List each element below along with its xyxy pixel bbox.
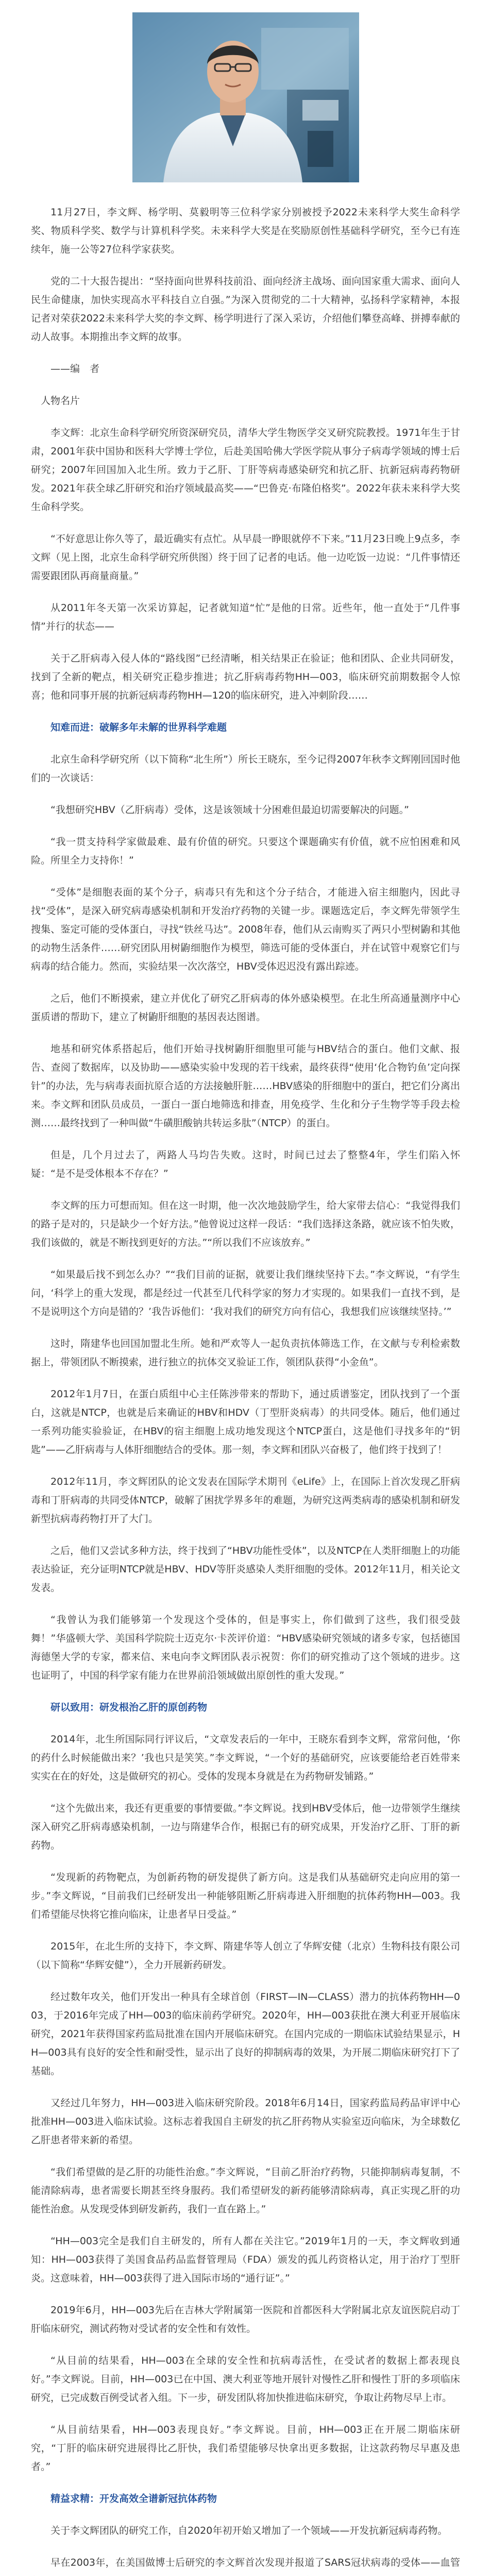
paragraph-31: “我们希望做的是乙肝的功能性治愈。”李文辉说，“目前乙肝治疗药物，只能抑制病毒复制，不能清除病毒，患者需要长期甚至终身服药。我们希望研发的新药能够清除病毒，真正实现乙肝的功能性治愈。从发现受体到研发新药，我们一直在路上。” [31, 2166, 460, 2215]
paragraph-27: “发现新的药物靶点，为创新药物的研发提供了新方向。这是我们从基础研究走向应用的第一步。”李文辉说，“目前我们已经研发出一种能够阻断乙肝病毒进入肝细胞的抗体药物HH—003。我们希望能尽快将它推向临床，让患者早日受益。” [31, 1872, 460, 1920]
paragraph-15: 地基和研究体系搭起后，他们开始寻找树鼩肝细胞里可能与HBV结合的蛋白。他们文献、报告、查阅了数据库，以及协助——感染实验中发现的若干线索，最终获得“使用‘化合物钓鱼’定向探针”的办法，先与病毒表面抗原合适的方法接触肝脏……HBV感染的肝细胞中的蛋白，把它们分离出来。李文辉和团队员成员，一蛋白一蛋白地筛选和排查，用免疫学、生化和分子生物学等手段去检测……最终找到了一种叫做“牛磺胆酸钠共转运多肽”（NTCP）的蛋白。 [31, 1043, 460, 1129]
profile-label: 人物名片 [41, 395, 80, 406]
paragraph-18: “如果最后找不到怎么办？”“我们目前的证据，就要让我们继续坚持下去。”李文辉说，“有学生问，‘科学上的重大发现，都是经过一代甚至几代科学家的努力才实现的。如果我们一直找不到，是不是说明这个方向是错的？’我告诉他们：‘我对我们的研究方向有信心，我想我们应该继续坚持。’” [31, 1269, 460, 1317]
paragraph-19: 这时，隋建华也回国加盟北生所。她和严欢等人一起负责抗体筛选工作，在文献与专利检索数据上，带领团队不断摸索，进行独立的抗体交叉验证工作，领团队获得“小金鱼”。 [31, 1338, 460, 1368]
paragraph-37: 关于李文辉团队的研究工作，自2020年初开始又增加了一个领域——开发抗新冠病毒药物。 [50, 2525, 448, 2536]
paragraph-13: “受体”是细胞表面的某个分子，病毒只有先和这个分子结合，才能进入宿主细胞内，因此寻找“受体”，是深入研究病毒感染机制和开发治疗药物的关键一步。课题选定后，李文辉先带领学生搜集、鉴定可能的受体蛋白，寻找“铁丝马达”。2008年春，他们从云南购买了两只小型树鼩和其他的动物生活条件……研究团队用树鼩细胞作为模型，筛选可能的受体蛋白，并在试管中观察它们与病毒的结合能力。然而，实验结果一次次落空，HBV受体迟迟没有露出踪迹。 [31, 887, 460, 972]
paragraph-10: 北京生命科学研究所（以下简称“北生所”）所长王晓东，至今记得2007年秋李文辉刚回国时他们的一次谈话： [31, 754, 460, 784]
editor-note: ——编 者 [50, 363, 100, 375]
paragraph-33: 2019年6月，HH—003先后在吉林大学附属第一医院和首都医科大学附属北京友谊医院启动丁肝临床研究，测试药物对受试者的安全性和有效性。 [31, 2304, 460, 2334]
paragraph-6: “不好意思让你久等了，最近确实有点忙。从早晨一睁眼就停不下来。”11月23日晚上9点多，李文辉（见上图，北京生命科学研究所供图）终于回了记者的电话。他一边吃饭一边说：“几件事情还需要跟团队再商量商量。” [31, 533, 460, 582]
paragraph-20: 2012年1月7日，在蛋白质组中心主任陈涉带来的帮助下，通过质谱鉴定，团队找到了一个蛋白，这就是NTCP，也就是后来确证的HBV和HDV（丁型肝炎病毒）的共同受体。随后，他们通过一系列功能实验验证，在HBV的宿主细胞上成功地发现这个NTCP蛋白，这是他们寻找多年的“钥匙”——乙肝病毒与人体肝细胞结合的受体。那一刻，李文辉和团队兴奋极了，他们终于找到了！ [31, 1388, 460, 1455]
paragraph-16: 但是，几个月过去了，两路人马均告失败。这时，时间已过去了整整4年，学生们陷入怀疑：“是不是受体根本不存在？” [31, 1149, 460, 1179]
paragraph-30: 又经过几年努力，HH—003进入临床研究阶段。2018年6月14日，国家药监局药品审评中心批准HH—003进入临床试验。这标志着我国自主研发的抗乙肝药物从实验室迈向临床，为全球数亿乙肝患者带来新的希望。 [31, 2097, 460, 2146]
paragraph-35: “从目前结果看，HH—003表现良好。”李文辉说。目前，HH—003正在开展二期临床研究，“丁肝的临床研究进展得比乙肝快，我们希望能够尽快拿出更多数据，让这款药物尽早惠及患者。” [31, 2424, 460, 2472]
paragraph-11: “我想研究HBV（乙肝病毒）受体，这是该领域十分困难但最迫切需要解决的问题。” [50, 804, 409, 816]
paragraph-23: “我曾认为我们能够第一个发现这个受体的，但是事实上，你们做到了这些，我们很受鼓舞！”华盛顿大学、美国科学院院士迈克尔·卡茨评价道：“HBV感染研究领域的诸多专家，包括德国海德堡大学的专家，都来信、来电向李文辉团队表示祝贺：你们的研究推动了这个领域的进步。这也证明了，中国的科学家有能力在世界前沿领域做出原创性的重大发现。” [31, 1614, 460, 1681]
paragraph-14: 之后，他们不断摸索，建立并优化了研究乙肝病毒的体外感染模型。在北生所高通量测序中心蛋质谱的帮助下，建立了树鼩肝细胞的基因表达图谱。 [31, 993, 460, 1023]
hero-photo [132, 12, 359, 182]
paragraph-29: 经过数年攻关，他们开发出一种具有全球首创（FIRST—IN—CLASS）潜力的抗体药物HH—003，于2016年完成了HH—003的临床前药学研究。2020年，HH—003获批在澳大利亚开展临床研究，2021年获得国家药监局批准在国内开展临床研究。在国内完成的一期临床试验结果显示，HH—003具有良好的安全性和耐受性，显示出了良好的抑制病毒的效果，为开展二期临床研究打下了基础。 [31, 1991, 460, 2077]
paragraph-22: 之后，他们又尝试多种方法，终于找到了“HBV功能性受体”，以及NTCP在人类肝细胞上的功能表达验证，充分证明NTCP就是HBV、HDV等肝炎感染人类肝细胞的受体。2012年11月，相关论文发表。 [31, 1545, 460, 1594]
profile-paragraph: 李文辉：北京生命科学研究所资深研究员，清华大学生物医学交叉研究院教授。1971年生于甘肃，2001年获中国协和医科大学博士学位，后赴美国哈佛大学医学院从事分子病毒学领域的博士后研究；2007年回国加入北生所。致力于乙肝、丁肝等病毒感染研究和抗乙肝、抗新冠病毒药物研发。2021年获全球乙肝研究和治疗领域最高奖——“巴鲁克·布隆伯格奖”。2022年获未来科学大奖生命科学奖。 [31, 427, 460, 513]
paragraph-21: 2012年11月，李文辉团队的论文发表在国际学术期刊《eLife》上，在国际上首次发现乙肝病毒和丁肝病毒的共同受体NTCP，破解了困扰学界多年的难题，为研究这两类病毒的感染机制和研发新型抗病毒药物打开了大门。 [31, 1476, 460, 1524]
paragraph-1: 11月27日，李文辉、杨学明、莫毅明等三位科学家分别被授予2022未来科学大奖生命科学奖、物质科学奖、数学与计算机科学奖。未来科学大奖是在奖励原创性基础科学研究，至今已有连续年，施一公等27位科学家获奖。 [31, 207, 460, 255]
paragraph-38: 早在2003年，在美国做博士后研究的李文辉首次发现并报道了SARS冠状病毒的受体——血管 [50, 2557, 460, 2568]
section-heading-1: 知难而进：破解多年未解的世界科学难题 [50, 722, 227, 733]
paragraph-17: 李文辉的压力可想而知。但在这一时期，他一次次地鼓励学生，给大家带去信心：“我觉得我们的路子是对的，只是缺少一个好方法。”他曾说过这样一段话：“我们选择这条路，就应该不怕失败，我们该做的，就是不断找到更好的方法。”“所以我们不应该放弃。” [31, 1200, 460, 1248]
article-body [31, 203, 460, 2576]
paragraph-8: 关于乙肝病毒入侵人体的“路线图”已经清晰，相关结果正在验证；他和团队、企业共同研发，找到了全新的靶点，相关研究正稳步推进；抗乙肝病毒药物HH—003，临床研究前期数据令人惊喜；他和同事开展的抗新冠病毒药物HH—120的临床研究，进入冲刺阶段…… [31, 653, 460, 701]
paragraph-26: “这个先做出来，我还有更重要的事情要做。”李文辉说。找到HBV受体后，他一边带领学生继续深入研究乙肝病毒感染机制，一边与隋建华合作，根据已有的研究成果，开发治疗乙肝、丁肝的新药物。 [31, 1803, 460, 1851]
section-heading-3: 精益求精：开发高效全谱新冠抗体药物 [50, 2493, 217, 2504]
paragraph-12: “我一贯支持科学家做最难、最有价值的研究。只要这个课题确实有价值，就不应怕困难和风险。所里全力支持你！” [31, 836, 460, 866]
paragraph-32: “HH—003完全是我们自主研发的，所有人都在关注它。”2019年1月的一天，李文辉收到通知：HH—003获得了美国食品药品监督管理局（FDA）颁发的孤儿药资格认定，用于治疗丁型肝炎。这意味着，HH—003获得了进入国际市场的“通行证”。” [31, 2235, 460, 2284]
paragraph-2: 党的二十大报告提出：“坚持面向世界科技前沿、面向经济主战场、面向国家重大需求、面向人民生命健康，加快实现高水平科技自立自强。”为深入贯彻党的二十大精神，弘扬科学家精神，本报记者对荣获2022未来科学大奖的李文辉、杨学明进行了深入采访，介绍他们攀登高峰、拼搏奉献的动人故事。本期推出李文辉的故事。 [31, 276, 460, 343]
paragraph-28: 2015年，在北生所的支持下，李文辉、隋建华等人创立了华辉安健（北京）生物科技有限公司（以下简称“华辉安健”），全力开展新药研发。 [31, 1941, 460, 1971]
paragraph-7: 从2011年冬天第一次采访算起，记者就知道“忙”是他的日常。近些年，他一直处于“几件事情”并行的状态—— [31, 602, 460, 632]
paragraph-25: 2014年，北生所国际同行评议后，“文章发表后的一年中，王晓东看到李文辉，常常问他，‘你的药什么时候能做出来？’我也只是笑笑。”李文辉说，“一个好的基础研究，应该要能给老百姓带来实实在在的好处，这是做研究的初心。受体的发现本身就是在为药物研发铺路。” [31, 1734, 460, 1782]
paragraph-34: “从目前的结果看，HH—003在全球的安全性和抗病毒活性，在受试者的数据上都表现良好。”李文辉说。目前，HH—003已在中国、澳大利亚等地开展针对慢性乙肝和慢性丁肝的多项临床研究，已完成数百例受试者入组。下一步，研发团队将加快推进临床研究，争取让药物尽早上市。 [31, 2355, 460, 2403]
section-heading-2: 研以致用：研发根治乙肝的原创药物 [50, 1702, 208, 1713]
